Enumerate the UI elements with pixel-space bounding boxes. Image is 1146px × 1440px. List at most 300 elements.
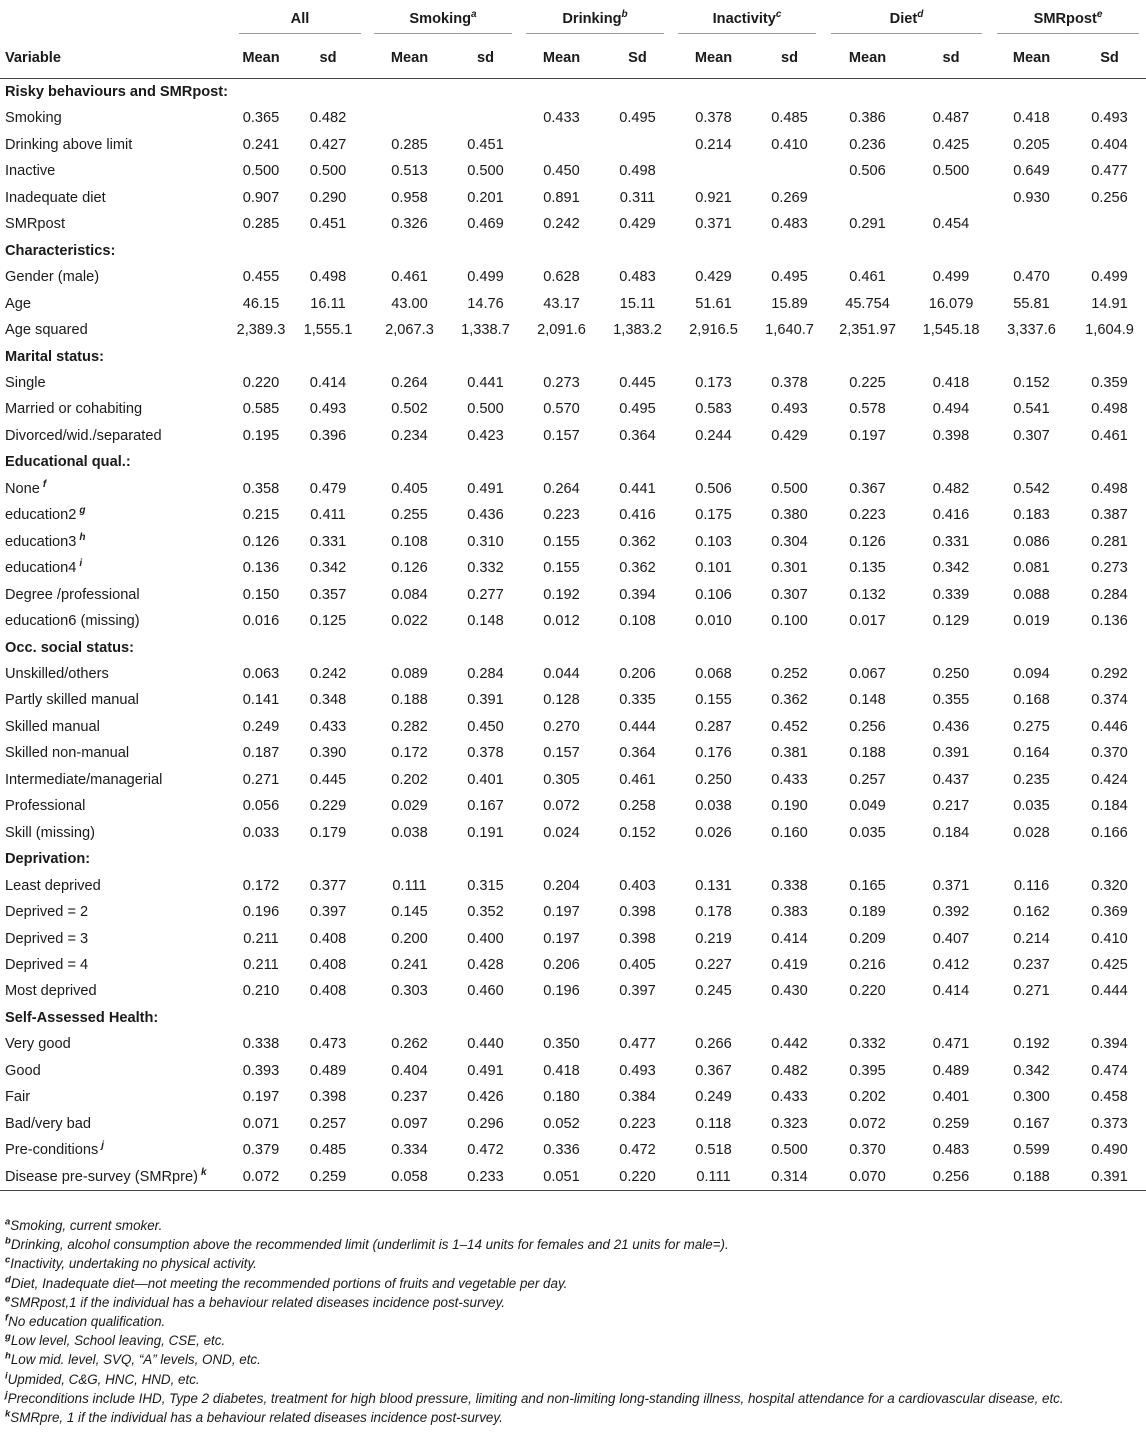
value-cell: 1,383.2 [613,322,662,339]
value-cell: 0.249 [242,718,280,735]
value-cell: 0.414 [771,930,808,947]
value-cell: 0.429 [771,427,808,444]
value-cell: 0.454 [932,216,970,233]
row-label: Most deprived [5,983,97,1000]
value-cell: 0.235 [1013,771,1050,788]
value-cell: 51.61 [695,295,732,312]
value-cell: 0.398 [619,930,656,947]
value-cell: 0.323 [771,1115,808,1132]
value-cell: 0.150 [242,586,280,603]
value-cell: 0.024 [543,824,580,841]
value-cell: 0.358 [242,480,280,497]
value-cell: 0.290 [309,189,347,206]
row-label: Partly skilled manual [5,692,139,709]
column-header: sd [452,38,519,79]
value-cell: 0.427 [309,136,347,153]
value-cell: 0.273 [1091,560,1128,577]
value-cell: 0.401 [932,1089,970,1106]
value-cell: 0.128 [543,692,580,709]
value-cell: 1,604.9 [1085,322,1134,339]
value-cell [519,132,604,158]
value-cell: 0.264 [543,480,580,497]
value-cell: 0.429 [619,216,656,233]
value-cell: 0.326 [391,216,428,233]
value-cell: 0.342 [1013,1062,1050,1079]
row-label: SMRpost [5,216,66,233]
row-label: Skilled manual [5,718,100,735]
section-header-row [0,79,1146,106]
value-cell: 0.374 [1091,692,1128,709]
value-cell: 0.166 [1091,824,1128,841]
value-cell: 0.052 [543,1115,580,1132]
value-cell: 0.035 [1013,798,1050,815]
value-cell: 0.233 [452,1164,519,1191]
value-cell: 0.370 [849,1142,886,1159]
row-label: Professional [5,798,86,815]
value-cell: 0.410 [771,136,808,153]
value-cell: 0.451 [467,136,504,153]
value-cell: 0.487 [932,110,970,127]
value-cell: 0.049 [849,798,886,815]
row-footnote-mark: k [201,1166,207,1178]
section-label: Occ. social status: [5,639,134,656]
value-cell: 0.196 [543,983,580,1000]
value-cell: 0.136 [1091,613,1128,630]
table-row [0,1111,1146,1137]
value-cell: 0.452 [771,718,808,735]
value-cell: 0.281 [1091,533,1128,550]
section-header-row [0,635,1146,661]
value-cell: 0.436 [467,507,504,524]
value-cell: 0.371 [695,216,732,233]
value-cell: 0.418 [543,1062,580,1079]
value-cell: 0.411 [310,507,346,524]
group-header-label: Drinking [562,11,622,27]
row-label-cell [0,132,233,158]
value-cell: 0.482 [932,480,970,497]
value-cell: 1,338.7 [461,322,510,339]
value-cell: 0.495 [619,401,656,418]
group-header-label: SMRpost [1033,11,1097,27]
table-row [0,820,1146,846]
value-cell: 0.200 [391,930,428,947]
value-cell: 0.188 [990,1164,1073,1191]
value-cell: 0.433 [771,771,808,788]
value-cell: 0.425 [932,136,970,153]
footnote [5,1370,1141,1389]
value-cell: 0.450 [543,163,580,180]
row-label-cell [0,899,233,925]
value-cell: 0.391 [467,692,504,709]
value-cell: 0.373 [1091,1115,1128,1132]
value-cell: 0.383 [771,904,808,921]
value-cell: 0.498 [1091,480,1128,497]
value-cell: 0.477 [619,1036,656,1053]
column-header: Mean [990,38,1073,79]
value-cell: 0.433 [543,110,580,127]
row-label-cell [0,767,233,793]
group-header-label: Inactivity [712,11,776,27]
row-label: Smoking [5,110,62,127]
table-row [0,502,1146,528]
value-cell: 0.350 [543,1036,580,1053]
row-label-cell [0,185,233,211]
value-cell: 0.482 [771,1062,808,1079]
footnote [5,1408,1141,1427]
value-cell: 0.400 [467,930,504,947]
table-row [0,661,1146,687]
row-label-cell [0,1084,233,1110]
row-label-cell [0,476,233,502]
table-row [0,529,1146,555]
value-cell: 0.541 [1013,401,1050,418]
value-cell: 0.029 [391,798,428,815]
value-cell: 0.126 [242,533,280,550]
value-cell: 0.044 [543,665,580,682]
value-cell: 0.394 [619,586,656,603]
value-cell: 0.184 [1091,798,1128,815]
value-cell: 0.165 [849,877,886,894]
value-cell: 0.188 [849,745,886,762]
row-label: Gender (male) [5,269,100,286]
row-footnote-mark: j [101,1140,105,1152]
group-header-row [0,0,1146,38]
footnote-text: Preconditions include IHD, Type 2 diabetes, treatment for high blood pressure, limiting and non-limiting long-standing illness, hospital attendance for a cardiovascular disease, etc. [7,1390,1064,1406]
value-cell: 0.196 [242,904,280,921]
value-cell: 0.491 [467,480,504,497]
table-row [0,291,1146,317]
row-label-cell [0,582,233,608]
value-cell: 0.197 [543,930,580,947]
value-cell: 0.364 [619,427,656,444]
value-cell: 0.033 [242,824,280,841]
row-label: Fair [5,1089,31,1106]
footnote-mark: a [5,1216,11,1228]
footnote-mark: b [5,1235,11,1247]
value-cell: 0.255 [391,507,428,524]
value-cell: 0.381 [771,745,808,762]
value-cell: 0.362 [771,692,808,709]
value-cell: 0.277 [467,586,504,603]
value-cell: 0.500 [467,401,504,418]
group-header-label: Diet [889,11,918,27]
value-cell: 0.227 [695,956,732,973]
table-row [0,952,1146,978]
row-label: education2 [5,507,77,524]
table-row [0,714,1146,740]
footnote-text: Low level, School leaving, CSE, etc. [10,1333,226,1349]
section-label: Deprivation: [5,851,91,868]
value-cell: 0.921 [695,189,732,206]
value-cell: 0.223 [543,507,580,524]
row-label: Pre-conditions [5,1142,99,1159]
footnote-mark: f [5,1312,9,1324]
table-row [0,608,1146,634]
value-cell: 2,091.6 [537,322,586,339]
group-header [519,0,671,38]
table-row [0,423,1146,449]
table-body [0,79,1146,1191]
value-cell: 0.012 [543,613,580,630]
value-cell: 0.891 [543,189,580,206]
value-cell: 0.089 [391,665,428,682]
value-cell: 0.371 [932,877,970,894]
value-cell: 0.461 [1091,427,1128,444]
value-cell: 0.141 [242,692,280,709]
value-cell: 0.461 [619,771,656,788]
value-cell: 0.649 [1013,163,1050,180]
value-cell [756,158,823,184]
section-label: Educational qual.: [5,454,131,471]
value-cell: 0.401 [467,771,504,788]
value-cell: 0.461 [391,269,428,286]
value-cell: 0.404 [391,1062,428,1079]
value-cell: 2,916.5 [689,322,738,339]
table-row [0,211,1146,237]
footnote [5,1293,1141,1312]
value-cell: 0.211 [243,930,279,947]
value-cell: 0.152 [619,824,656,841]
value-cell: 3,337.6 [1007,322,1056,339]
value-cell: 0.172 [391,745,428,762]
value-cell: 0.035 [849,824,886,841]
table-row [0,264,1146,290]
value-cell: 0.167 [1013,1115,1050,1132]
value-cell: 0.472 [619,1142,656,1159]
table-row [0,978,1146,1004]
value-cell: 0.126 [849,533,886,550]
value-cell: 0.425 [1091,956,1128,973]
value-cell: 0.155 [695,692,732,709]
value-cell: 0.441 [467,374,504,391]
row-label-cell [0,608,233,634]
value-cell: 0.148 [467,613,504,630]
value-cell: 0.192 [543,586,580,603]
value-cell: 0.355 [932,692,970,709]
value-cell [671,158,756,184]
value-cell: 0.180 [543,1089,580,1106]
value-cell: 0.362 [619,560,656,577]
table-row [0,926,1146,952]
value-cell: 0.176 [695,745,732,762]
value-cell: 0.499 [467,269,504,286]
table-row [0,158,1146,184]
value-cell: 0.477 [1091,163,1128,180]
value-cell: 0.445 [309,771,347,788]
value-cell: 0.437 [932,771,970,788]
value-cell: 0.237 [391,1089,428,1106]
footnote-mark: i [5,1370,8,1382]
value-cell: 0.271 [1013,983,1050,1000]
row-label-cell [0,555,233,581]
value-cell: 0.155 [543,533,580,550]
value-cell: 0.418 [1013,110,1050,127]
value-cell: 0.164 [1013,745,1050,762]
footnotes [5,1216,1141,1427]
value-cell: 0.291 [849,216,886,233]
value-cell: 0.334 [391,1142,428,1159]
value-cell: 0.072 [849,1115,886,1132]
row-label-cell [0,1111,233,1137]
value-cell: 0.111 [392,877,427,894]
value-cell: 0.578 [849,401,886,418]
value-cell: 0.441 [619,480,656,497]
footnote [5,1235,1141,1254]
value-cell: 16.11 [310,295,346,312]
value-cell: 0.148 [849,692,886,709]
value-cell: 0.215 [242,507,280,524]
value-cell: 0.101 [695,560,732,577]
value-cell: 0.136 [242,560,280,577]
value-cell: 0.423 [467,427,504,444]
row-label: education4 [5,560,77,577]
value-cell: 0.155 [543,560,580,577]
value-cell: 0.241 [242,136,280,153]
footnote [5,1350,1141,1369]
row-label: Divorced/wid./separated [5,427,162,444]
column-header: Mean [671,38,756,79]
value-cell: 0.103 [695,533,732,550]
section-header-row [0,238,1146,264]
value-cell: 0.352 [467,904,504,921]
footnote-mark: k [5,1408,11,1420]
value-cell: 0.907 [242,189,280,206]
value-cell: 0.017 [849,613,886,630]
row-label-cell [0,1137,233,1163]
row-label: Disease pre-survey (SMRpre) [5,1168,199,1185]
value-cell: 0.282 [391,718,428,735]
value-cell: 0.244 [695,427,732,444]
value-cell: 0.332 [849,1036,886,1053]
value-cell: 0.314 [756,1164,823,1191]
table-row [0,687,1146,713]
value-cell: 0.273 [543,374,580,391]
group-header-footnote-mark: c [775,9,782,21]
table-row [0,105,1146,131]
value-cell: 0.482 [309,110,347,127]
section-header-row [0,1005,1146,1031]
value-cell: 0.479 [309,480,347,497]
value-cell: 0.338 [242,1036,280,1053]
value-cell: 0.184 [932,824,970,841]
row-label-cell [0,423,233,449]
value-cell: 0.275 [1013,718,1050,735]
value-cell: 0.307 [1013,427,1050,444]
value-cell: 0.242 [309,665,347,682]
value-cell: 0.217 [932,798,970,815]
value-cell: 0.284 [467,665,504,682]
value-cell: 0.458 [1091,1089,1128,1106]
value-cell: 0.495 [619,110,656,127]
value-cell: 0.285 [242,216,280,233]
footnote [5,1216,1141,1235]
row-label: Deprived = 2 [5,904,89,921]
value-cell: 0.473 [309,1036,347,1053]
value-cell: 0.258 [619,798,656,815]
value-cell: 0.088 [1013,586,1050,603]
value-cell: 0.583 [695,401,732,418]
value-cell: 0.173 [695,374,732,391]
value-cell: 0.135 [849,560,886,577]
value-cell: 0.469 [467,216,504,233]
value-cell: 0.197 [849,427,886,444]
row-label: Skill (missing) [5,824,95,841]
value-cell: 1,640.7 [765,322,814,339]
row-label: Deprived = 3 [5,930,89,947]
row-label: Married or cohabiting [5,401,143,418]
value-cell: 0.395 [849,1062,886,1079]
value-cell: 0.506 [849,163,886,180]
value-cell: 0.342 [932,560,970,577]
footnote [5,1331,1141,1350]
value-cell: 0.408 [309,956,347,973]
value-cell: 0.390 [309,745,347,762]
value-cell: 0.204 [543,877,580,894]
value-cell: 0.518 [695,1142,732,1159]
value-cell: 0.175 [695,507,732,524]
footnote-text: SMRpre, 1 if the individual has a behaviour related diseases incidence post-survey. [10,1410,503,1426]
value-cell: 0.336 [543,1142,580,1159]
value-cell: 0.145 [391,904,428,921]
row-label-cell [0,1058,233,1084]
value-cell: 0.394 [1091,1036,1128,1053]
value-cell: 0.292 [1091,665,1128,682]
value-cell: 0.440 [467,1036,504,1053]
table-row [0,1137,1146,1163]
value-cell: 0.210 [242,983,280,1000]
value-cell: 0.378 [695,110,732,127]
value-cell: 0.433 [771,1089,808,1106]
value-cell: 45.754 [845,295,890,312]
value-cell: 0.019 [1013,613,1050,630]
value-cell: 0.234 [391,427,428,444]
value-cell: 2,351.97 [839,322,896,339]
value-cell: 0.125 [309,613,347,630]
row-label-cell [0,687,233,713]
value-cell: 0.424 [1091,771,1128,788]
value-cell [990,211,1073,237]
value-cell: 0.391 [1073,1164,1146,1191]
group-header [233,0,367,38]
table-row [0,476,1146,502]
value-cell: 0.483 [932,1142,970,1159]
value-cell: 0.472 [467,1142,504,1159]
value-cell: 0.357 [309,586,347,603]
value-cell: 0.490 [1091,1142,1128,1159]
value-cell: 0.430 [771,983,808,1000]
value-cell: 0.131 [695,877,732,894]
group-header-footnote-mark: d [917,9,924,21]
value-cell: 0.259 [289,1164,367,1191]
value-cell: 0.365 [242,110,280,127]
value-cell: 0.485 [309,1142,347,1159]
group-header [990,0,1146,38]
value-cell: 0.451 [309,216,347,233]
value-cell: 0.315 [467,877,504,894]
value-cell: 0.398 [932,427,970,444]
value-cell: 0.068 [695,665,732,682]
value-cell: 0.202 [849,1089,886,1106]
row-label: Age squared [5,322,88,339]
value-cell: 0.167 [467,798,504,815]
table-row [0,1164,1146,1191]
value-cell: 0.445 [619,374,656,391]
value-cell: 0.500 [771,480,808,497]
row-label-cell [0,926,233,952]
value-cell: 0.498 [309,269,347,286]
value-cell: 43.17 [543,295,580,312]
value-cell: 0.256 [1091,189,1128,206]
